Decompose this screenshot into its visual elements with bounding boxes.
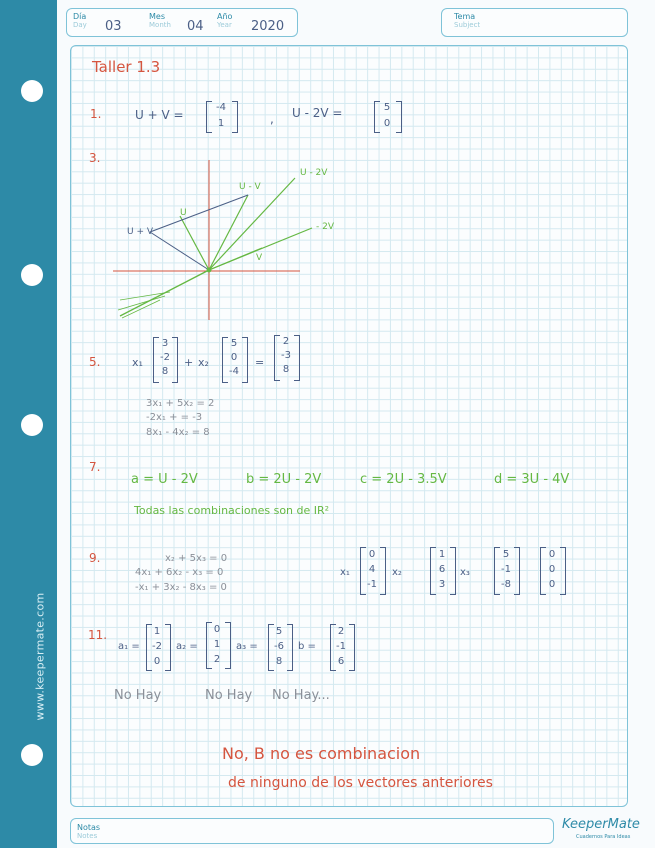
keepermate-logo [560, 815, 640, 845]
p7-conclusion: Todas las combinaciones son de IR² [134, 504, 330, 517]
p9-x1: x₁ [340, 567, 350, 578]
p11-a2-label: a₂ = [176, 641, 198, 652]
p5-x2: x₂ [198, 356, 209, 369]
matrix-cell: -1 [501, 564, 511, 575]
p11-no-hay-1: No Hay [114, 688, 162, 703]
matrix-cell: 0 [213, 624, 221, 635]
matrix-cell: 2 [337, 626, 345, 637]
p11-no-hay-3: No Hay... [272, 688, 330, 703]
p1-expr1: U + V = [135, 108, 184, 122]
connector-line [150, 195, 248, 232]
matrix-cell: 2 [213, 654, 221, 665]
p9-equation-2: 4x₁ + 6x₂ - x₃ = 0 [135, 567, 224, 578]
p9-equation-3: -x₁ + 3x₂ - 8x₃ = 0 [135, 582, 227, 593]
p5-plus: + [184, 356, 194, 369]
label-u: U [180, 208, 187, 218]
matrix-cell: 2 [282, 336, 290, 347]
matrix-bracket-right [172, 337, 178, 383]
problem-9-number: 9. [89, 551, 101, 565]
matrix-cell: 0 [368, 549, 376, 560]
problem-3-number: 3. [89, 151, 101, 165]
matrix-cell: 6 [337, 656, 345, 667]
matrix-cell: 5 [230, 338, 238, 349]
p7-d: d = 3U - 4V [494, 472, 570, 487]
p7-b: b = 2U - 2V [246, 472, 322, 487]
matrix-cell: 3 [161, 338, 169, 349]
p11-a3-label: a₃ = [236, 641, 258, 652]
matrix-bracket-right [450, 547, 456, 595]
notes-label: Notas Notes [77, 823, 101, 840]
vector-u-minus-v [209, 195, 248, 270]
matrix-bracket-right [165, 624, 171, 671]
matrix-cell: 8 [275, 656, 283, 667]
p9-equation-1: x₂ + 5x₃ = 0 [165, 553, 228, 564]
label-u-minus-2v: U - 2V [300, 168, 328, 178]
matrix-cell: -8 [501, 579, 511, 590]
matrix-bracket-right [242, 337, 248, 383]
label-u-minus-v: U - V [239, 182, 261, 192]
page-title: Taller 1.3 [92, 58, 161, 76]
matrix-bracket-right [560, 547, 566, 595]
hatch-marks [118, 292, 170, 318]
logo-text: KeeperMate [562, 817, 640, 832]
day-value: 03 [105, 19, 122, 34]
p9-x3: x₃ [460, 567, 470, 578]
matrix-cell: 0 [153, 656, 161, 667]
matrix-cell: 5 [502, 549, 510, 560]
matrix-cell: -4 [216, 102, 226, 113]
p5-x1: x₁ [132, 356, 143, 369]
matrix-cell: 8 [161, 366, 169, 377]
day-label: Día Day [73, 12, 87, 29]
matrix-bracket-right [349, 624, 355, 671]
problem-11-number: 11. [88, 628, 108, 642]
matrix-cell: 1 [217, 118, 225, 129]
year-value: 2020 [251, 19, 285, 34]
problem-5-number: 5. [89, 355, 101, 369]
matrix-cell: 6 [438, 564, 446, 575]
problem-1-number: 1. [90, 107, 102, 121]
matrix-cell: 5 [275, 626, 283, 637]
p5-equals: = [255, 356, 265, 369]
matrix-cell: 4 [368, 564, 376, 575]
matrix-cell: -6 [274, 641, 284, 652]
matrix-bracket-right [294, 335, 300, 381]
matrix-cell: 0 [548, 564, 556, 575]
matrix-cell: -1 [336, 641, 346, 652]
matrix-cell: 1 [213, 639, 221, 650]
problem-7-number: 7. [89, 460, 101, 474]
matrix-cell: -1 [367, 579, 377, 590]
matrix-cell: 1 [153, 626, 161, 637]
brand-vertical-text: www.keepermate.com [33, 592, 47, 721]
label-minus-2v: - 2V [316, 222, 334, 232]
month-value: 04 [187, 19, 204, 34]
matrix-cell: -2 [160, 352, 170, 363]
label-v: V [256, 253, 263, 263]
p7-a: a = U - 2V [131, 472, 198, 487]
matrix-cell: 1 [438, 549, 446, 560]
notes-box [70, 818, 554, 844]
vector-u [180, 216, 209, 270]
p11-a1-label: a₁ = [118, 641, 140, 652]
matrix-cell: 5 [383, 102, 391, 113]
vector-u-plus-v [150, 232, 209, 270]
matrix-bracket-right [514, 547, 520, 595]
p11-final-line-1: No, B no es combinacion [222, 744, 421, 763]
matrix-cell: 3 [438, 579, 446, 590]
p11-no-hay-2: No Hay [205, 688, 253, 703]
p1-separator: , [270, 112, 274, 126]
logo-subtext: Cuadernos Para Ideas [576, 834, 631, 840]
matrix-cell: -4 [229, 366, 239, 377]
matrix-cell: 0 [230, 352, 238, 363]
matrix-bracket-right [225, 622, 231, 669]
subject-label: Tema Subject [454, 12, 481, 29]
matrix-cell: -3 [281, 350, 291, 361]
matrix-cell: 0 [383, 118, 391, 129]
p1-expr2: U - 2V = [292, 106, 343, 120]
matrix-bracket-right [380, 547, 386, 595]
year-label: Año Year [217, 12, 233, 29]
p5-equation-3: 8x₁ - 4x₂ = 8 [146, 427, 210, 438]
matrix-cell: -2 [152, 641, 162, 652]
p5-equation-2: -2x₁ + = -3 [146, 412, 203, 423]
month-label: Mes Month [149, 12, 171, 29]
matrix-cell: 8 [282, 364, 290, 375]
p11-b-label: b = [298, 641, 316, 652]
p9-x2: x₂ [392, 567, 402, 578]
matrix-cell: 0 [548, 549, 556, 560]
label-u-plus-v: U + V [127, 227, 154, 237]
matrix-cell: 0 [548, 579, 556, 590]
p7-c: c = 2U - 3.5V [360, 472, 447, 487]
matrix-bracket-right [287, 624, 293, 671]
origin-dot [207, 268, 212, 273]
p5-equation-1: 3x₁ + 5x₂ = 2 [146, 398, 215, 409]
vector-v [209, 248, 262, 270]
p11-final-line-2: de ninguno de los vectores anteriores [228, 775, 493, 791]
